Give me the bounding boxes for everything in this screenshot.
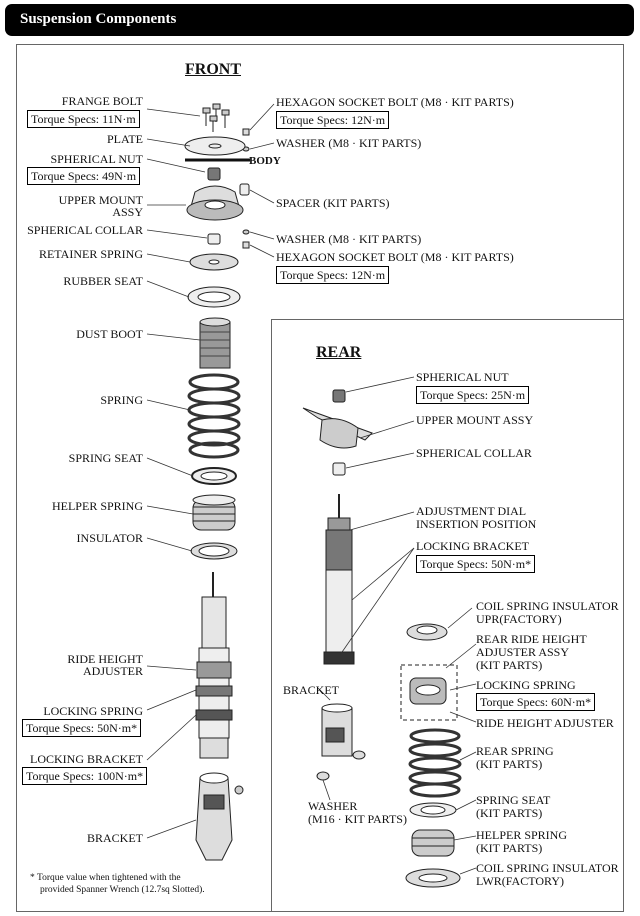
- rear-helper-spring-label-1: HELPER SPRING: [476, 828, 568, 842]
- insulator-label: INSULATOR: [76, 531, 143, 545]
- plate-label: PLATE: [107, 132, 143, 146]
- rear-rh-label-3: (KIT PARTS): [476, 658, 543, 672]
- spring-label: SPRING: [100, 393, 143, 407]
- coil-upr-label-1: COIL SPRING INSULATOR: [476, 599, 619, 613]
- upper-mount-label-2: ASSY: [112, 205, 143, 219]
- locking-bracket-torque: Torque Specs: 100N·m*: [22, 767, 147, 785]
- spherical-nut-label: SPHERICAL NUT: [50, 152, 143, 166]
- washer-bottom-label: WASHER (M8 · KIT PARTS): [276, 232, 422, 246]
- hex-bolt-top-label: HEXAGON SOCKET BOLT (M8 · KIT PARTS): [276, 95, 514, 109]
- frange-bolt-torque: Torque Specs: 11N·m: [27, 110, 140, 128]
- rear-helper-spring-label-2: (KIT PARTS): [476, 841, 543, 855]
- rubber-seat-label: RUBBER SEAT: [63, 274, 143, 288]
- footnote-line2: provided Spanner Wrench (12.7sq Slotted).: [40, 885, 205, 895]
- spherical-collar-label: SPHERICAL COLLAR: [27, 223, 143, 237]
- upper-mount-label-1: UPPER MOUNT: [58, 193, 143, 207]
- coil-lwr-label-1: COIL SPRING INSULATOR: [476, 861, 619, 875]
- page-title: Suspension Components: [20, 11, 177, 27]
- spherical-nut-torque: Torque Specs: 49N·m: [27, 167, 140, 185]
- rear-spherical-nut-label: SPHERICAL NUT: [416, 370, 509, 384]
- rear-locking-bracket-label: LOCKING BRACKET: [416, 539, 529, 553]
- rear-spherical-collar-label: SPHERICAL COLLAR: [416, 446, 532, 460]
- adj-dial-label-1: ADJUSTMENT DIAL: [416, 504, 527, 518]
- bracket-label: BRACKET: [86, 831, 143, 845]
- rear-rh-label-2: ADJUSTER ASSY: [476, 645, 570, 659]
- rear-spring-seat-label-2: (KIT PARTS): [476, 806, 543, 820]
- front-spring: [189, 375, 239, 457]
- ride-height-label-1: RIDE HEIGHT: [67, 652, 143, 666]
- hex-bolt-bottom-torque: Torque Specs: 12N·m: [276, 266, 389, 284]
- hex-bolt-top-torque: Torque Specs: 12N·m: [276, 111, 389, 129]
- locking-spring-torque: Torque Specs: 50N·m*: [22, 719, 141, 737]
- spring-seat-label: SPRING SEAT: [68, 451, 143, 465]
- coil-upr-label-2: UPR(FACTORY): [476, 612, 562, 626]
- spacer-label: SPACER (KIT PARTS): [276, 196, 390, 210]
- rear-bracket-label: BRACKET: [283, 683, 340, 697]
- rear-rh-label-1: REAR RIDE HEIGHT: [476, 632, 587, 646]
- rear-section-title: REAR: [316, 344, 362, 361]
- body-label: BODY: [249, 155, 281, 167]
- dust-boot-label: DUST BOOT: [76, 327, 143, 341]
- footnote-line1: * Torque value when tightened with the: [30, 873, 181, 883]
- rear-spherical-nut-torque: Torque Specs: 25N·m: [416, 386, 529, 404]
- rear-washer-label-1: WASHER: [308, 799, 358, 813]
- hex-bolt-bottom-label: HEXAGON SOCKET BOLT (M8 · KIT PARTS): [276, 250, 514, 264]
- rear-locking-spring-label: LOCKING SPRING: [476, 678, 576, 692]
- rear-washer-label-2: (M16 · KIT PARTS): [308, 812, 407, 826]
- helper-spring-label: HELPER SPRING: [51, 499, 143, 513]
- adj-dial-label-2: INSERTION POSITION: [416, 517, 537, 531]
- locking-spring-label: LOCKING SPRING: [43, 704, 143, 718]
- frange-bolt-label: FRANGE BOLT: [61, 94, 143, 108]
- rear-spring-label-2: (KIT PARTS): [476, 757, 543, 771]
- rear-spring-label-1: REAR SPRING: [476, 744, 554, 758]
- rear-upper-mount-label: UPPER MOUNT ASSY: [416, 413, 534, 427]
- front-section-title: FRONT: [185, 61, 241, 78]
- ride-height-adjuster-label: RIDE HEIGHT ADJUSTER: [476, 716, 614, 730]
- coil-lwr-label-2: LWR(FACTORY): [476, 874, 565, 888]
- rear-locking-spring-torque: Torque Specs: 60N·m*: [476, 693, 595, 711]
- ride-height-label-2: ADJUSTER: [82, 664, 143, 678]
- rear-spring-seat-label-1: SPRING SEAT: [476, 793, 551, 807]
- washer-top-label: WASHER (M8 · KIT PARTS): [276, 136, 422, 150]
- frange-bolts: [203, 104, 229, 132]
- retainer-spring-label: RETAINER SPRING: [38, 247, 143, 261]
- locking-bracket-label: LOCKING BRACKET: [30, 752, 143, 766]
- rear-locking-bracket-torque: Torque Specs: 50N·m*: [416, 555, 535, 573]
